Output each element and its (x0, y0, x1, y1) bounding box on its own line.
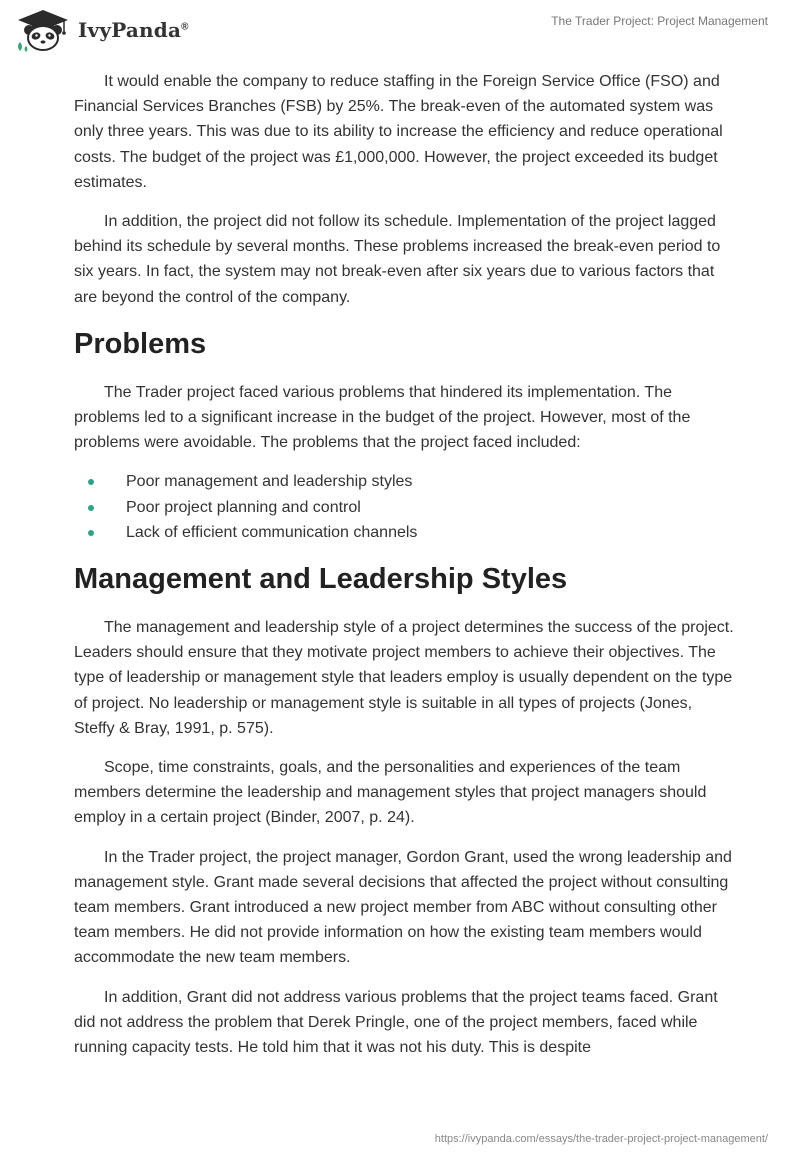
list-item-text: Poor project planning and control (126, 498, 361, 516)
paragraph: Scope, time constraints, goals, and the personalities and experiences of the team members determine the leadership and management styles that project managers should employ in a certain project (Binder, 2007, p. 24). (74, 759, 707, 827)
paragraph: In addition, Grant did not address various problems that the project teams faced. Grant did not address the problem that Derek Pringle, one of the project members, faced while running capacity tests. He told him that it was not his duty. This is despite (74, 988, 718, 1057)
essay-content (74, 69, 734, 1074)
list-item (74, 495, 734, 520)
paragraph: The Trader project faced various problems that hindered its implementation. The problems led to a significant increase in the budget of the project. However, most of the problems were avoidable. The problems that the project faced included: (74, 383, 691, 452)
section-heading-problems: Problems (74, 327, 207, 360)
bullet-dot-icon (88, 505, 94, 511)
paragraph: The management and leadership style of a project determines the success of the project. Leaders should ensure that they motivate project members to achieve their objectives. The type of leadership or management style that leaders employ is usually dependent on the type of project. No leadership or management style is suitable in all types of projects (Jones, Steffy & Bray, 1991, p. 575). (74, 619, 734, 737)
document-title: The Trader Project: Project Management (551, 14, 768, 28)
list-item-text: Poor management and leadership styles (126, 473, 413, 491)
bullet-dot-icon (88, 479, 94, 485)
list-item (74, 520, 734, 545)
bullet-dot-icon (88, 530, 94, 536)
section-heading-management: Management and Leadership Styles (74, 563, 568, 596)
list-item (74, 469, 734, 494)
page-header (0, 0, 800, 62)
problems-list (74, 469, 734, 545)
paragraph: In the Trader project, the project manager, Gordon Grant, used the wrong leadership and management style. Grant made several decisions that affected the project without consulting team members. Grant introduced a new project member from ABC without consulting other team members. He did not provide information on how the existing team members would accommodate the new team members. (74, 848, 732, 967)
list-item-text: Lack of efficient communication channels (126, 523, 418, 541)
source-url-link[interactable]: https://ivypanda.com/essays/the-trader-project-project-management/ (434, 1133, 768, 1145)
panda-graduate-icon (14, 8, 72, 52)
ivypanda-logo[interactable] (14, 8, 189, 52)
paragraph: In addition, the project did not follow its schedule. Implementation of the project lagged behind its schedule by several months. These problems increased the break-even period to six years. In fact, the system may not break-even after six years due to various factors that are beyond the control of the company. (74, 213, 721, 306)
paragraph: It would enable the company to reduce staffing in the Foreign Service Office (FSO) and Financial Services Branches (FSB) by 25%. The break-even of the automated system was only three years. This was due to its ability to increase the efficiency and reduce operational costs. The budget of the project was £1,000,000. However, the project exceeded its budget estimates. (74, 73, 723, 191)
logo-text: IvyPanda® (78, 18, 189, 42)
